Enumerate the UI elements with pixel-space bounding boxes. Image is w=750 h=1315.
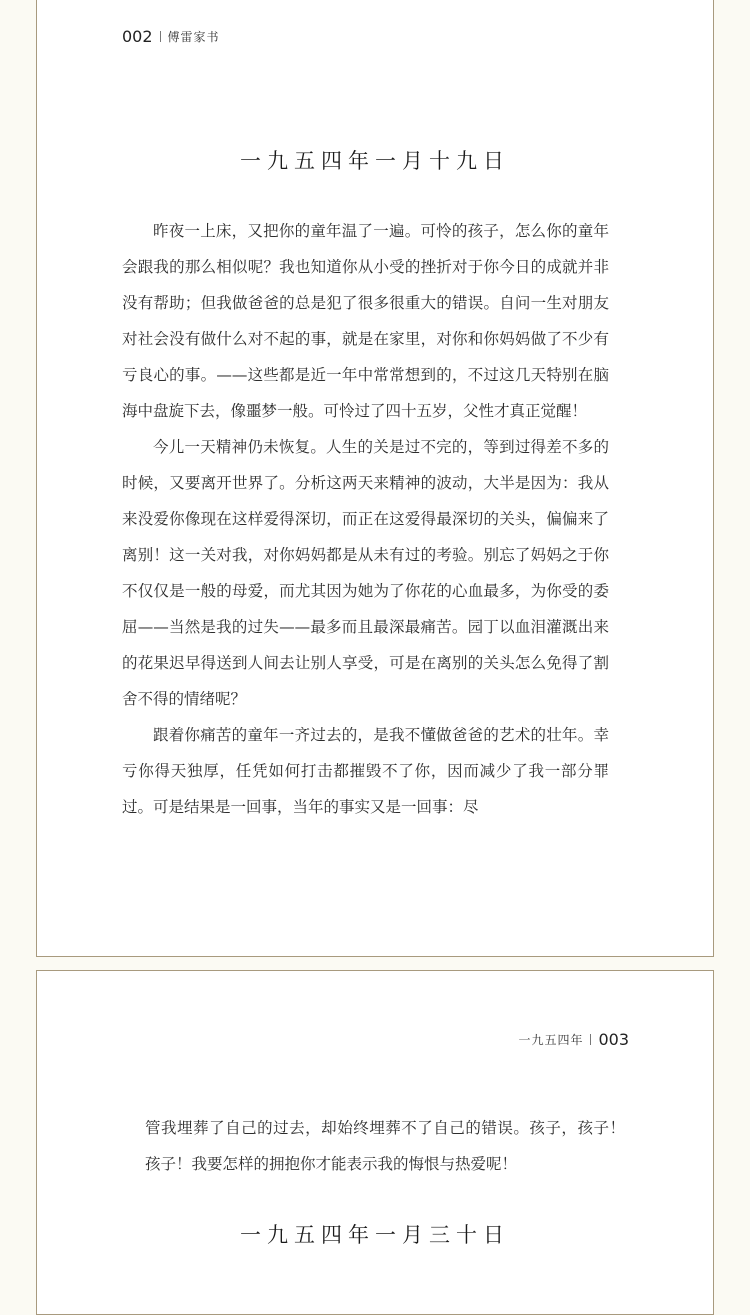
book-title: 傅雷家书 [167,30,220,44]
paragraph: 管我埋葬了自己的过去，却始终埋葬不了自己的错误。孩子，孩子！孩子！我要怎样的拥抱你才能表示我的悔恨与热爱呢！ [145,1119,625,1173]
letter-date-heading: 一九五四年一月十九日 [240,149,510,173]
paragraph: 今儿一天精神仍未恢复。人生的关是过不完的，等到过得差不多的时候，又要离开世界了。分析这两天来精神的波动，大半是因为：我从来没爱你像现在这样爱得深切，而正在这爱得最深切的关头，偏偏来了离别！这一关对我，对你妈妈都是从未有过的考验。别忘了妈妈之于你不仅仅是一般的母爱，而尤其因为她为了你花的心血最多，为你受的委屈——当然是我的过失——最多而且最深最痛苦。园丁以血泪灌溉出来的花果迟早得送到人间去让别人享受，可是在离别的关头怎么免得了割舍不得的情绪呢？ [122,438,609,708]
book-page-right [36,970,714,1315]
paragraph: 跟着你痛苦的童年一齐过去的，是我不懂做爸爸的艺术的壮年。幸亏你得天独厚，任凭如何打击都摧毁不了你，因而减少了我一部分罪过。可是结果是一回事，当年的事实又是一回事：尽 [122,726,609,816]
page-number: 003 [598,1030,629,1049]
header-divider [160,31,161,42]
running-head [122,27,220,46]
letter-body [122,213,609,825]
letter-date-heading: 一九五四年一月三十日 [240,1223,510,1247]
page-number: 002 [122,27,153,46]
running-head [518,1030,629,1049]
section-year: 一九五四年 [518,1033,584,1047]
paragraph: 昨夜一上床，又把你的童年温了一遍。可怜的孩子，怎么你的童年会跟我的那么相似呢？我也知道你从小受的挫折对于你今日的成就并非没有帮助；但我做爸爸的总是犯了很多很重大的错误。自问一生对朋友对社会没有做什么对不起的事，就是在家里，对你和你妈妈做了不少有亏良心的事。——这些都是近一年中常常想到的，不过这几天特别在脑海中盘旋下去，像噩梦一般。可怜过了四十五岁，父性才真正觉醒！ [122,222,609,420]
header-divider [590,1034,591,1045]
book-page-left [36,0,714,957]
letter-body-continued [145,1110,625,1182]
